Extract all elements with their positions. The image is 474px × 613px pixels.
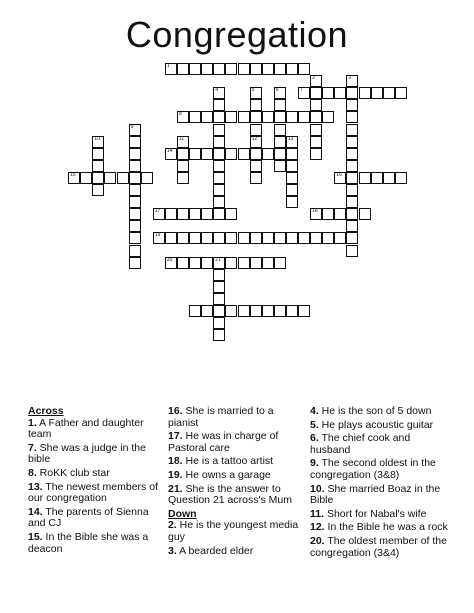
grid-cell[interactable] bbox=[250, 99, 262, 111]
clue-number: 16. bbox=[168, 405, 183, 417]
clue-number: 13. bbox=[28, 480, 43, 493]
grid-cell[interactable] bbox=[250, 124, 262, 136]
grid-cell[interactable] bbox=[298, 87, 310, 99]
grid-cell[interactable] bbox=[92, 148, 104, 160]
grid-cell[interactable] bbox=[359, 172, 371, 184]
grid-cell[interactable] bbox=[201, 232, 213, 244]
grid-cell[interactable] bbox=[286, 232, 298, 244]
clue-number: 7. bbox=[28, 441, 37, 454]
grid-cell[interactable] bbox=[201, 111, 213, 123]
grid-cell[interactable] bbox=[310, 208, 322, 220]
cell-number: 18 bbox=[312, 208, 318, 215]
grid-cell[interactable] bbox=[346, 124, 358, 136]
clue-text: A Father and daughter team bbox=[28, 416, 144, 441]
down-header: Down bbox=[168, 507, 197, 520]
clue-number: 3. bbox=[168, 544, 177, 557]
grid-cell[interactable] bbox=[177, 232, 189, 244]
grid-cell[interactable] bbox=[334, 232, 346, 244]
grid-cell[interactable] bbox=[310, 75, 322, 87]
clue-text: Short for Nabal's wife bbox=[324, 507, 427, 520]
grid-cell[interactable] bbox=[322, 232, 334, 244]
clue-text: He is a tattoo artist bbox=[182, 455, 274, 468]
clue-item bbox=[168, 470, 300, 482]
grid-cell[interactable] bbox=[371, 172, 383, 184]
grid-cell[interactable] bbox=[213, 136, 225, 148]
grid-cell[interactable] bbox=[129, 245, 141, 257]
grid-cell[interactable] bbox=[298, 305, 310, 317]
grid-cell[interactable] bbox=[117, 172, 129, 184]
grid-cell[interactable] bbox=[310, 87, 322, 99]
grid-cell[interactable] bbox=[177, 172, 189, 184]
clue-text: She was a judge in the bible bbox=[28, 441, 146, 466]
clue-item bbox=[168, 406, 300, 429]
clue-item bbox=[310, 420, 450, 432]
grid-cell[interactable] bbox=[80, 172, 92, 184]
grid-cell[interactable] bbox=[310, 124, 322, 136]
grid-cell[interactable] bbox=[346, 136, 358, 148]
grid-cell[interactable] bbox=[165, 208, 177, 220]
clue-number: 15. bbox=[28, 530, 43, 543]
grid-cell[interactable] bbox=[383, 172, 395, 184]
grid-cell[interactable] bbox=[346, 232, 358, 244]
grid-cell[interactable] bbox=[189, 111, 201, 123]
clue-item bbox=[28, 482, 160, 505]
clue-item bbox=[168, 431, 300, 454]
grid-cell[interactable] bbox=[250, 63, 262, 75]
grid-cell[interactable] bbox=[250, 172, 262, 184]
clue-item bbox=[28, 443, 160, 466]
grid-cell[interactable] bbox=[346, 220, 358, 232]
grid-cell[interactable] bbox=[238, 232, 250, 244]
grid-cell[interactable] bbox=[310, 99, 322, 111]
grid-cell[interactable] bbox=[274, 111, 286, 123]
grid-cell[interactable] bbox=[213, 317, 225, 329]
puzzle-title: Congregation bbox=[125, 14, 349, 55]
grid-cell[interactable] bbox=[153, 208, 165, 220]
grid-cell[interactable] bbox=[213, 184, 225, 196]
grid-cell[interactable] bbox=[346, 184, 358, 196]
clue-text: The oldest member of the congregation (3&4) bbox=[310, 534, 447, 559]
grid-cell[interactable] bbox=[238, 63, 250, 75]
clue-text: RoKK club star bbox=[36, 466, 110, 479]
grid-cell[interactable] bbox=[213, 293, 225, 305]
clue-text: She is married to a pianist bbox=[168, 405, 274, 429]
grid-cell[interactable] bbox=[177, 208, 189, 220]
grid-cell[interactable] bbox=[298, 63, 310, 75]
clue-number: 11. bbox=[310, 507, 325, 520]
grid-cell[interactable] bbox=[225, 148, 237, 160]
cell-number: 20 bbox=[166, 256, 173, 263]
grid-cell[interactable] bbox=[286, 196, 298, 208]
grid-cell[interactable] bbox=[238, 111, 250, 123]
clue-item bbox=[310, 536, 450, 559]
grid-cell[interactable] bbox=[129, 136, 141, 148]
cell-number: 19 bbox=[154, 232, 161, 239]
clue-item bbox=[28, 507, 160, 530]
clue-text: In the Bible she was a deacon bbox=[28, 530, 149, 555]
grid-cell[interactable] bbox=[346, 196, 358, 208]
grid-cell[interactable] bbox=[189, 305, 201, 317]
grid-cell[interactable] bbox=[213, 99, 225, 111]
grid-cell[interactable] bbox=[274, 87, 286, 99]
grid-cell[interactable] bbox=[92, 172, 104, 184]
grid-cell[interactable] bbox=[189, 208, 201, 220]
grid-cell[interactable] bbox=[165, 148, 177, 160]
grid-cell[interactable] bbox=[250, 148, 262, 160]
grid-cell[interactable] bbox=[177, 148, 189, 160]
clue-number: 5. bbox=[310, 418, 319, 431]
grid-cell[interactable] bbox=[225, 305, 237, 317]
grid-cell[interactable] bbox=[129, 232, 141, 244]
grid-cell[interactable] bbox=[129, 220, 141, 232]
grid-cell[interactable] bbox=[286, 148, 298, 160]
grid-cell[interactable] bbox=[213, 172, 225, 184]
clue-text: She married Boaz in the Bible bbox=[310, 482, 441, 507]
grid-cell[interactable] bbox=[213, 63, 225, 75]
grid-cell[interactable] bbox=[274, 136, 286, 148]
clue-text: The second oldest in the congregation (3&8) bbox=[310, 457, 436, 481]
cell-number: 6 bbox=[275, 87, 279, 94]
clue-text: She is the answer to Question 21 across's Mum bbox=[168, 482, 292, 507]
grid-cell[interactable] bbox=[213, 269, 225, 281]
clue-number: 9. bbox=[310, 457, 319, 470]
grid-cell[interactable] bbox=[346, 245, 358, 257]
cell-number: 8 bbox=[179, 111, 182, 118]
grid-cell[interactable] bbox=[213, 111, 225, 123]
cell-number: 17 bbox=[154, 208, 161, 215]
grid-cell[interactable] bbox=[238, 305, 250, 317]
clue-number: 19. bbox=[168, 468, 183, 481]
clue-item bbox=[310, 522, 450, 534]
grid-cell[interactable] bbox=[322, 87, 334, 99]
grid-cell[interactable] bbox=[213, 232, 225, 244]
grid-cell[interactable] bbox=[346, 87, 358, 99]
grid-cell[interactable] bbox=[286, 305, 298, 317]
cell-number: 4 bbox=[215, 87, 219, 94]
grid-cell[interactable] bbox=[225, 208, 237, 220]
grid-cell[interactable] bbox=[225, 257, 237, 269]
clue-item bbox=[310, 406, 450, 418]
clue-text: The parents of Sienna and CJ bbox=[28, 505, 149, 530]
grid-cell[interactable] bbox=[129, 208, 141, 220]
grid-cell[interactable] bbox=[274, 232, 286, 244]
grid-cell[interactable] bbox=[371, 87, 383, 99]
cell-number: 11 bbox=[179, 135, 185, 142]
clue-item bbox=[168, 484, 300, 507]
cell-number: 3 bbox=[348, 75, 352, 82]
clue-number: 18. bbox=[168, 455, 183, 468]
cell-number: 21 bbox=[215, 256, 221, 263]
grid-cell[interactable] bbox=[346, 148, 358, 160]
grid-cell[interactable] bbox=[141, 172, 153, 184]
clue-column-3 bbox=[310, 406, 450, 561]
clue-item bbox=[310, 458, 450, 481]
grid-cell[interactable] bbox=[346, 208, 358, 220]
grid-cell[interactable] bbox=[213, 148, 225, 160]
grid-cell[interactable] bbox=[153, 232, 165, 244]
clue-number: 4. bbox=[310, 405, 319, 417]
clue-number: 6. bbox=[310, 432, 319, 445]
clue-text: He is the youngest media guy bbox=[168, 519, 299, 543]
grid-cell[interactable] bbox=[310, 136, 322, 148]
cell-number: 14 bbox=[166, 147, 173, 154]
clue-text: In the Bible he was a rock bbox=[324, 521, 448, 534]
grid-cell[interactable] bbox=[262, 63, 274, 75]
grid-cell[interactable] bbox=[250, 232, 262, 244]
grid-cell[interactable] bbox=[225, 111, 237, 123]
grid-cell[interactable] bbox=[274, 257, 286, 269]
grid-cell[interactable] bbox=[286, 160, 298, 172]
grid-cell[interactable] bbox=[250, 111, 262, 123]
clue-number: 8. bbox=[28, 466, 37, 479]
grid-cell[interactable] bbox=[213, 281, 225, 293]
grid-cell[interactable] bbox=[322, 208, 334, 220]
grid-cell[interactable] bbox=[201, 63, 213, 75]
grid-cell[interactable] bbox=[189, 63, 201, 75]
grid-cell[interactable] bbox=[189, 148, 201, 160]
grid-cell[interactable] bbox=[165, 257, 177, 269]
grid-cell[interactable] bbox=[213, 305, 225, 317]
grid-cell[interactable] bbox=[213, 329, 225, 341]
grid-cell[interactable] bbox=[104, 172, 116, 184]
clue-item bbox=[28, 418, 160, 441]
clue-item bbox=[28, 468, 160, 480]
cell-number: 5 bbox=[251, 87, 255, 94]
grid-cell[interactable] bbox=[274, 124, 286, 136]
grid-cell[interactable] bbox=[322, 111, 334, 123]
grid-cell[interactable] bbox=[213, 196, 225, 208]
clue-column-1 bbox=[28, 406, 160, 557]
grid-cell[interactable] bbox=[92, 136, 104, 148]
grid-cell[interactable] bbox=[68, 172, 80, 184]
clue-number: 14. bbox=[28, 505, 43, 518]
grid-cell[interactable] bbox=[274, 63, 286, 75]
grid-cell[interactable] bbox=[213, 124, 225, 136]
grid-cell[interactable] bbox=[129, 184, 141, 196]
grid-cell[interactable] bbox=[286, 172, 298, 184]
grid-cell[interactable] bbox=[201, 257, 213, 269]
across-header: Across bbox=[28, 405, 64, 417]
grid-cell[interactable] bbox=[225, 232, 237, 244]
grid-cell[interactable] bbox=[262, 111, 274, 123]
grid-cell[interactable] bbox=[129, 257, 141, 269]
cell-number: 9 bbox=[130, 123, 134, 130]
cell-number: 10 bbox=[94, 135, 100, 142]
grid-cell[interactable] bbox=[250, 87, 262, 99]
grid-cell[interactable] bbox=[262, 148, 274, 160]
grid-cell[interactable] bbox=[129, 160, 141, 172]
grid-cell[interactable] bbox=[177, 63, 189, 75]
grid-cell[interactable] bbox=[201, 148, 213, 160]
grid-cell[interactable] bbox=[383, 87, 395, 99]
grid-cell[interactable] bbox=[346, 160, 358, 172]
grid-cell[interactable] bbox=[262, 232, 274, 244]
grid-cell[interactable] bbox=[238, 257, 250, 269]
grid-cell[interactable] bbox=[274, 148, 286, 160]
grid-cell[interactable] bbox=[250, 136, 262, 148]
grid-cell[interactable] bbox=[189, 257, 201, 269]
grid-cell[interactable] bbox=[346, 99, 358, 111]
grid-cell[interactable] bbox=[201, 208, 213, 220]
clue-number: 10. bbox=[310, 482, 325, 495]
grid-cell[interactable] bbox=[92, 184, 104, 196]
grid-cell[interactable] bbox=[225, 63, 237, 75]
grid-cell[interactable] bbox=[262, 257, 274, 269]
clue-item bbox=[168, 520, 300, 543]
clue-text: He was in charge of Pastoral care bbox=[168, 430, 279, 454]
grid-cell[interactable] bbox=[359, 208, 371, 220]
grid-cell[interactable] bbox=[346, 75, 358, 87]
cell-number: 16 bbox=[336, 171, 342, 178]
clue-text: The chief cook and husband bbox=[310, 432, 411, 456]
cell-number: 13 bbox=[287, 135, 294, 142]
grid-cell[interactable] bbox=[177, 136, 189, 148]
grid-cell[interactable] bbox=[286, 184, 298, 196]
grid-cell[interactable] bbox=[298, 111, 310, 123]
clue-text: A bearded elder bbox=[176, 544, 254, 557]
grid-cell[interactable] bbox=[286, 136, 298, 148]
grid-cell[interactable] bbox=[395, 172, 407, 184]
grid-cell[interactable] bbox=[346, 111, 358, 123]
grid-cell[interactable] bbox=[310, 111, 322, 123]
grid-cell[interactable] bbox=[129, 148, 141, 160]
cell-number: 15 bbox=[70, 171, 76, 178]
clue-number: 21. bbox=[168, 482, 183, 495]
cell-number: 12 bbox=[251, 135, 258, 142]
clue-text: The newest members of our congregation bbox=[28, 480, 158, 505]
grid-cell[interactable] bbox=[334, 172, 346, 184]
clue-item bbox=[168, 546, 300, 558]
grid-cell[interactable] bbox=[274, 305, 286, 317]
grid-cell[interactable] bbox=[395, 87, 407, 99]
grid-cell[interactable] bbox=[129, 196, 141, 208]
clue-text: He owns a garage bbox=[182, 468, 271, 481]
clue-item bbox=[168, 456, 300, 468]
grid-cell[interactable] bbox=[250, 160, 262, 172]
clue-item bbox=[310, 484, 450, 507]
grid-cell[interactable] bbox=[165, 63, 177, 75]
grid-cell[interactable] bbox=[286, 111, 298, 123]
grid-cell[interactable] bbox=[250, 257, 262, 269]
grid-cell[interactable] bbox=[310, 148, 322, 160]
grid-cell[interactable] bbox=[129, 124, 141, 136]
cell-number: 1 bbox=[166, 63, 170, 69]
grid-cell[interactable] bbox=[346, 172, 358, 184]
cell-number: 2 bbox=[312, 75, 315, 82]
grid-cell[interactable] bbox=[310, 232, 322, 244]
grid-cell[interactable] bbox=[298, 232, 310, 244]
clue-item bbox=[310, 433, 450, 456]
grid-cell[interactable] bbox=[201, 305, 213, 317]
grid-cell[interactable] bbox=[177, 111, 189, 123]
grid-cell[interactable] bbox=[334, 87, 346, 99]
grid-cell[interactable] bbox=[92, 160, 104, 172]
grid-cell[interactable] bbox=[286, 63, 298, 75]
grid-cell[interactable] bbox=[334, 208, 346, 220]
clue-item bbox=[310, 509, 450, 521]
grid-cell[interactable] bbox=[189, 232, 201, 244]
clue-text: He plays acoustic guitar bbox=[318, 418, 434, 431]
clue-column-2 bbox=[168, 406, 300, 559]
grid-cell[interactable] bbox=[165, 232, 177, 244]
grid-cell[interactable] bbox=[213, 208, 225, 220]
grid-cell[interactable] bbox=[238, 148, 250, 160]
clue-item bbox=[28, 532, 160, 555]
grid-cell[interactable] bbox=[274, 160, 286, 172]
grid-cell[interactable] bbox=[213, 257, 225, 269]
clue-number: 17. bbox=[168, 430, 183, 443]
grid-cell[interactable] bbox=[213, 87, 225, 99]
grid-cell[interactable] bbox=[213, 160, 225, 172]
grid-cell[interactable] bbox=[177, 160, 189, 172]
grid-cell[interactable] bbox=[274, 99, 286, 111]
grid-cell[interactable] bbox=[262, 305, 274, 317]
grid-cell[interactable] bbox=[359, 87, 371, 99]
clue-text: He is the son of 5 down bbox=[318, 405, 432, 417]
grid-cell[interactable] bbox=[129, 172, 141, 184]
clue-number: 2. bbox=[168, 519, 177, 532]
clue-number: 20. bbox=[310, 534, 325, 547]
grid-cell[interactable] bbox=[250, 305, 262, 317]
grid-cell[interactable] bbox=[177, 257, 189, 269]
clue-number: 12. bbox=[310, 521, 325, 534]
cell-number: 7 bbox=[300, 87, 303, 94]
clue-number: 1. bbox=[28, 416, 37, 429]
